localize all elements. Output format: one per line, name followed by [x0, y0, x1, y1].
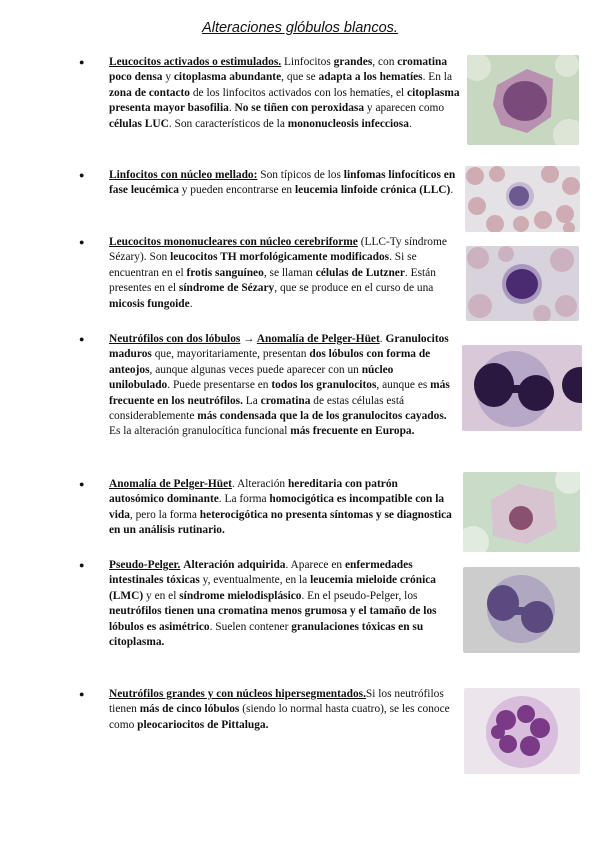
text-segment: . Son característicos de la	[168, 117, 288, 130]
text-segment: , pero la forma	[129, 508, 200, 521]
text-segment: leucemia mieloide crónica (LMC)	[109, 574, 436, 602]
text-segment: más frecuente en Europa.	[290, 425, 415, 438]
item-text	[109, 332, 454, 440]
text-segment: . Si se encuentran en el	[109, 251, 417, 279]
pelger-huet-heterozygous-micrograph	[463, 472, 580, 552]
text-segment: leucocitos TH morfológicamente modificados	[170, 251, 390, 264]
text-segment: , se llaman	[263, 266, 316, 279]
text-segment: grandes	[333, 56, 373, 68]
item-text	[109, 235, 454, 312]
text-segment: La	[242, 394, 261, 407]
text-segment: y, eventualmente, en la	[199, 574, 311, 587]
pseudo-pelger-neutrophil-micrograph	[463, 567, 580, 653]
bullet: ●	[79, 57, 85, 67]
text-segment: heterocigótica no presenta síntomas y se diagnostica en un análisis rutinario.	[109, 508, 452, 537]
text-segment: Neutrófilos grandes y con núcleos hipersegmentados.	[109, 688, 366, 700]
text-segment: (LLC-Ty síndrome Sézary). Son	[109, 236, 447, 264]
item-text	[109, 168, 459, 199]
text-segment: que, mayoritariamente, presentan	[151, 348, 310, 361]
text-segment: Leucocitos activados o estimulados.	[109, 56, 282, 68]
text-segment: cromatina poco densa	[109, 56, 448, 84]
text-segment: y en el	[143, 589, 180, 602]
text-segment: frotis sanguíneo	[186, 266, 264, 279]
text-segment: linfomas linfocíticos en fase leucémica	[109, 169, 456, 197]
text-segment: , que se	[281, 71, 319, 84]
bullet: ●	[79, 170, 85, 180]
notched-lymphocyte-micrograph	[465, 166, 580, 232]
page-title: Alteraciones glóbulos blancos.	[202, 20, 398, 36]
bullet: ●	[79, 237, 85, 247]
text-segment: →	[240, 333, 257, 345]
text-segment: cromatina	[260, 394, 311, 407]
text-segment: Anomalía de Pelger-Hüet	[256, 333, 380, 345]
text-segment: , con	[372, 56, 398, 68]
text-segment: Alteración adquirida	[183, 559, 286, 571]
text-segment: neutrófilos tienen una cromatina menos grumosa y el tamaño de los lóbulos es asimétrico	[109, 605, 437, 633]
text-segment: enfermedades intestinales tóxicas	[109, 559, 413, 587]
text-segment: todos los granulocitos	[271, 379, 377, 392]
bullet: ●	[79, 479, 85, 489]
text-segment: Granulocitos maduros	[109, 333, 449, 361]
text-segment: pleocariocitos de Pittaluga.	[137, 718, 269, 731]
item-text	[109, 55, 464, 132]
hypersegmented-neutrophil-micrograph	[464, 688, 580, 774]
text-segment: .	[408, 117, 412, 130]
text-segment: adapta a los hematíes	[318, 71, 423, 84]
text-segment: y pueden encontrarse en	[178, 184, 295, 197]
bullet: ●	[79, 689, 85, 699]
text-segment: citoplasma abundante	[173, 71, 282, 84]
text-segment: mononucleosis infecciosa	[287, 117, 409, 130]
text-segment: Si los neutrófilos tienen	[109, 688, 444, 716]
text-segment: , aunque algunas veces puede aparecer con un	[149, 363, 362, 376]
text-segment: dos lóbulos con forma de anteojos	[109, 348, 431, 376]
text-segment: . Puede presentarse en	[167, 379, 272, 392]
text-segment: Linfocitos con núcleo mellado:	[109, 169, 258, 181]
text-segment: .	[189, 297, 193, 310]
text-segment: , que se produce en el curso de una	[274, 282, 434, 295]
text-segment: zona de contacto	[109, 86, 190, 99]
text-segment: No se tiñen con peroxidasa	[234, 102, 365, 115]
bullet: ●	[79, 560, 85, 570]
bullet: ●	[79, 334, 85, 344]
text-segment: micosis fungoide	[109, 297, 190, 310]
text-segment: más de cinco lóbulos	[139, 703, 240, 716]
text-segment: . Alteración	[231, 478, 288, 490]
item-text	[109, 477, 454, 539]
text-segment: leucemia linfoide crónica (LLC)	[294, 184, 451, 197]
text-segment: .	[379, 333, 386, 345]
pelger-huet-neutrophil-micrograph	[462, 345, 582, 431]
text-segment: más frecuente en los neutrófilos.	[109, 379, 450, 407]
text-segment: , aunque es	[376, 379, 431, 392]
text-segment: (siendo lo normal hasta cuatro), se les conoce como	[109, 703, 450, 731]
item-text	[109, 687, 454, 733]
text-segment: . Aparece en	[285, 559, 345, 571]
text-segment: . En el pseudo-Pelger, los	[301, 589, 418, 602]
text-segment: más condensada que la de los granulocitos cayados.	[197, 410, 447, 423]
text-segment: granulaciones tóxicas en su citoplasma.	[109, 620, 424, 649]
text-segment: núcleo unilobulado	[109, 363, 394, 392]
item-text	[109, 558, 454, 650]
text-segment: homocigótica es incompatible con la vida	[109, 493, 445, 521]
text-segment: células de Lutzner	[315, 266, 405, 279]
cerebriform-cell-micrograph	[466, 246, 579, 321]
text-segment: . La forma	[218, 493, 270, 506]
text-segment: hereditaria con patrón autosómico dominante	[109, 478, 398, 506]
text-segment: Leucocitos mononucleares con núcleo cerebriforme	[109, 236, 358, 248]
text-segment: . Están presentes en el	[109, 266, 436, 295]
text-segment: células LUC	[109, 117, 169, 130]
text-segment: de estas células está considerablemente	[109, 394, 405, 423]
text-segment: Es la alteración granulocítica funcional	[109, 425, 291, 438]
text-segment: Pseudo-Pelger.	[109, 559, 181, 571]
activated-lymphocyte-micrograph	[467, 55, 579, 145]
text-segment: . Suelen contener	[209, 620, 292, 633]
text-segment: Linfocitos	[281, 56, 334, 68]
text-segment: citoplasma presenta mayor basofilia	[109, 86, 460, 115]
text-segment: . En la	[422, 71, 453, 84]
text-segment: .	[228, 102, 235, 115]
text-segment: .	[450, 184, 454, 197]
text-segment: Neutrófilos con dos lóbulos	[109, 333, 241, 345]
text-segment: y aparecen como	[364, 102, 445, 115]
text-segment: Son típicos de los	[257, 169, 344, 181]
text-segment: síndrome de Sézary	[178, 282, 275, 295]
text-segment: Anomalía de Pelger-Hüet	[109, 478, 232, 490]
text-segment: de los linfocitos activados con los hematíes, el	[190, 86, 408, 99]
text-segment: y	[162, 71, 174, 84]
text-segment: síndrome mielodisplásico	[179, 589, 302, 602]
